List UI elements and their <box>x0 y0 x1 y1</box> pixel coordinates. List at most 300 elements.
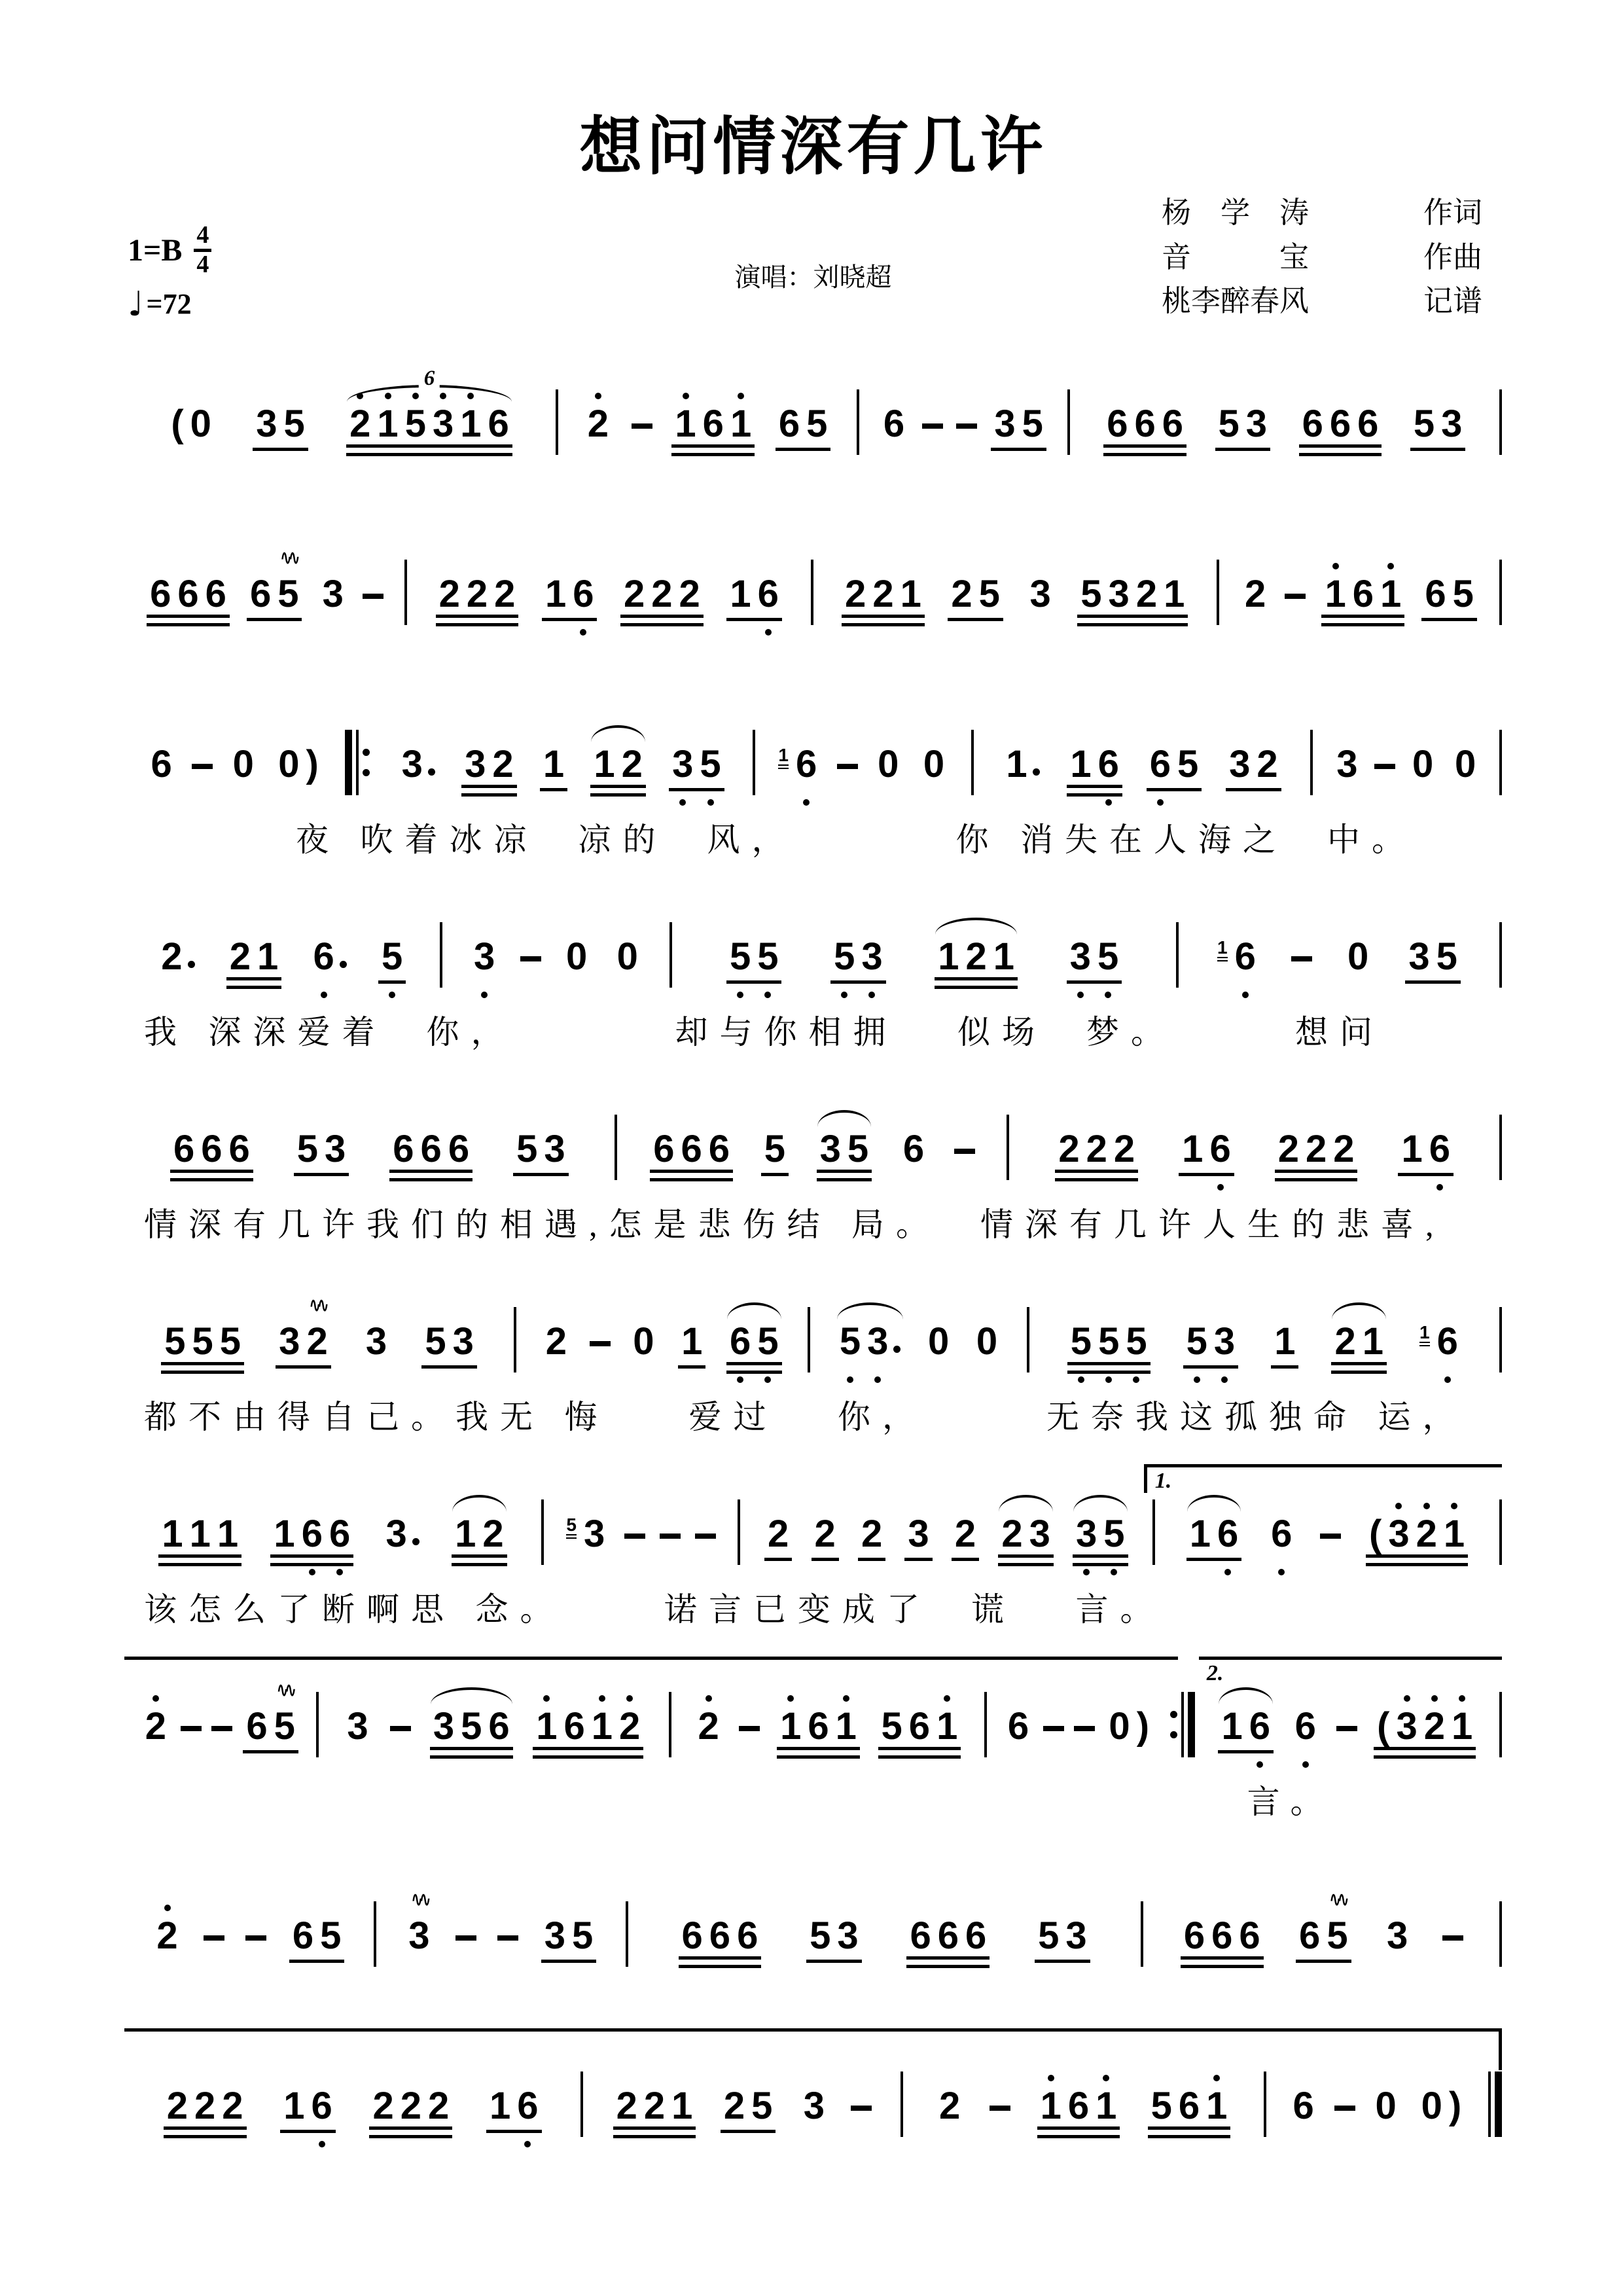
note-digit: 3 <box>1245 403 1268 446</box>
note-digit: 6 <box>778 403 800 446</box>
octave-dot-above <box>1451 1503 1457 1509</box>
measure <box>1009 1130 1499 1170</box>
notation-row <box>124 2039 1502 2150</box>
note-group <box>1320 575 1406 615</box>
note-group <box>1420 575 1478 615</box>
duration-dash <box>181 1726 202 1731</box>
note-digit: 5 <box>378 937 406 977</box>
note-group <box>776 1707 861 1747</box>
note-group <box>512 1130 570 1170</box>
note-digit: 2 <box>492 743 514 786</box>
composer-row <box>1162 236 1482 280</box>
note-group <box>141 1707 171 1747</box>
note-group <box>460 745 518 785</box>
note-group <box>589 745 647 785</box>
note-digit: 0 <box>1375 2085 1397 2128</box>
note-group <box>345 367 514 446</box>
note-digit: 2 <box>768 1513 789 1556</box>
octave-dot-above <box>626 1695 633 1702</box>
octave-dot-below <box>524 2141 531 2147</box>
note-digit: 3 <box>1336 743 1358 786</box>
note-group <box>1036 2087 1122 2126</box>
note-digit: 3 <box>1029 1513 1050 1556</box>
note-digit: 0 <box>976 1320 998 1363</box>
octave-dot-below <box>1221 1376 1228 1383</box>
note-digit: 2 <box>229 935 251 978</box>
note-digit: 0 <box>1109 1705 1130 1748</box>
note-digit: 5 <box>978 573 1000 616</box>
measure <box>1195 1707 1499 1747</box>
barline-stroke <box>1499 1115 1502 1180</box>
octave-dot-below <box>319 2141 325 2147</box>
key-signature <box>128 223 211 278</box>
note-digit: 6 <box>937 1914 959 1958</box>
note-digit: 1 <box>189 1513 211 1556</box>
notation-row <box>124 357 1502 468</box>
barline-stroke <box>1495 2072 1502 2137</box>
octave-dot-above <box>1404 1695 1410 1702</box>
note-digit: 6 <box>1134 403 1156 446</box>
slur-arc <box>1219 1687 1273 1704</box>
barline <box>1499 1307 1502 1372</box>
duration-dash <box>695 1534 716 1539</box>
note-group <box>1182 1322 1240 1362</box>
note-digit: 2 <box>428 2085 450 2128</box>
note-digit: 2 <box>965 935 987 978</box>
note-digit: 2 <box>723 2085 745 2128</box>
note-digit: 2 <box>954 1513 976 1556</box>
system-2 <box>124 527 1502 638</box>
duration-dash <box>1043 1726 1064 1731</box>
note-digit: 1 <box>1203 2087 1230 2126</box>
note-group <box>1003 1707 1033 1747</box>
note-digit: 3 <box>279 1320 300 1363</box>
note-digit: 2 <box>951 573 972 616</box>
note-group <box>950 1515 980 1554</box>
note-group <box>1185 1515 1243 1554</box>
note-digit: 2 <box>222 2085 243 2128</box>
note-digit: 0 <box>633 1320 654 1363</box>
note-digit: 5 <box>1095 1322 1122 1362</box>
note-digit: 3 <box>471 937 498 977</box>
note-digit: 5 <box>516 1128 538 1171</box>
octave-dot-above <box>1048 2075 1054 2081</box>
note-group <box>1404 937 1462 977</box>
note-digit: ( <box>1369 1513 1382 1556</box>
note-group <box>583 404 613 444</box>
measure <box>1029 1322 1499 1362</box>
volta-2-label: 2. <box>1206 1661 1224 1685</box>
note-digit: 5 <box>1436 935 1457 978</box>
note-digit: 5 <box>219 1320 241 1363</box>
note-digit: 6 <box>1434 1322 1461 1362</box>
measure <box>124 1130 615 1170</box>
note-digit: 3 <box>994 403 1016 446</box>
key-label: 1=B <box>128 232 183 268</box>
note-digit: 5 <box>402 404 429 444</box>
measure <box>558 404 857 444</box>
note-group <box>649 1130 734 1170</box>
note-digit: 5 <box>810 1914 831 1958</box>
note-digit: 6 <box>310 937 338 977</box>
repeat-dots <box>1170 1692 1177 1757</box>
note-group <box>1291 1707 1321 1747</box>
note-digit: 1 <box>671 404 699 444</box>
note-digit: 5 <box>1080 573 1102 616</box>
measure <box>974 745 1311 785</box>
mordent-icon: ∿∿ <box>279 546 296 571</box>
note-digit: 1 <box>1070 743 1092 786</box>
octave-dot-below <box>1278 1569 1285 1575</box>
note-digit: 2 <box>679 573 700 616</box>
grace-note: 1 <box>1419 1323 1430 1346</box>
note-digit: 1 <box>374 404 401 444</box>
note-group <box>377 937 407 977</box>
note-digit: 1 <box>162 1513 183 1556</box>
barline <box>1499 560 1502 625</box>
barline-stroke <box>1499 1499 1502 1565</box>
slur-arc <box>591 725 645 742</box>
duration-dash <box>1285 594 1306 599</box>
lyricist-role: 作词 <box>1423 196 1482 229</box>
lyrics-row: 情深有几许我们的相遇,怎是悲伤结 局。 情深有几许人生的悲喜, <box>144 1206 1446 1243</box>
note-digit: 6 <box>177 573 199 616</box>
slur-arc <box>431 1687 512 1704</box>
note-digit: 1 <box>1092 2087 1120 2126</box>
measure <box>124 1515 541 1554</box>
duration-dash <box>363 594 383 599</box>
octave-dot-below <box>764 992 771 998</box>
note-digit: 1 <box>1182 1128 1204 1171</box>
octave-dot-below <box>1083 1569 1090 1575</box>
note-digit: 2 <box>1113 1128 1135 1171</box>
note-digit: 2 <box>1333 1128 1355 1171</box>
note-digit: 1 <box>217 1513 239 1556</box>
note-digit: 6 <box>1147 745 1174 785</box>
note-group <box>1033 1916 1092 1956</box>
note-digit: 0 <box>1412 743 1434 786</box>
note-group <box>420 1322 478 1362</box>
notation-row <box>124 1659 1502 1770</box>
octave-dot-above <box>599 1695 605 1702</box>
note-group <box>1147 2087 1232 2126</box>
note-digit: 2 <box>939 2085 961 2128</box>
transcriber-row <box>1162 279 1482 324</box>
note-digit: 2 <box>1305 1128 1327 1171</box>
octave-dot-below <box>803 799 810 806</box>
note-digit: 1 <box>730 573 751 616</box>
note-group <box>309 937 351 977</box>
measure <box>903 2087 1264 2126</box>
barline-stroke <box>345 730 352 795</box>
octave-dot-above <box>440 393 446 399</box>
note-group <box>166 404 216 444</box>
note-digit: 6 <box>883 403 905 446</box>
note-digit: 2 <box>1058 1128 1080 1171</box>
note-group <box>719 2087 777 2126</box>
grace-note: 5 <box>566 1516 577 1539</box>
note-digit: 3 <box>433 1705 455 1748</box>
repeat-dot <box>363 749 370 756</box>
note-digit: 5 <box>751 2085 773 2128</box>
note-digit: 3 <box>1029 573 1051 616</box>
note-digit: ( <box>171 403 184 446</box>
note-digit: 3 <box>1108 573 1130 616</box>
duration-dash <box>192 764 213 769</box>
note-digit: 5 <box>754 1322 781 1362</box>
duration-dash <box>956 423 977 429</box>
lyricist-row <box>1162 191 1482 236</box>
note-digit: 6 <box>965 1914 987 1958</box>
note-group <box>1409 404 1467 444</box>
augmentation-dot <box>188 961 195 968</box>
note-digit: 6 <box>709 1914 731 1958</box>
octave-dot-above <box>944 1695 950 1702</box>
notation-row <box>124 1467 1502 1578</box>
octave-dot-below <box>1078 1376 1084 1383</box>
note-group <box>1025 575 1055 615</box>
note-digit: 6 <box>488 1705 510 1748</box>
barline-stroke <box>1499 730 1502 795</box>
note-group <box>1408 745 1438 785</box>
note-digit: 2 <box>153 1916 181 1956</box>
note-digit: 1 <box>1321 575 1349 615</box>
system-1 <box>124 357 1502 468</box>
measure <box>319 1707 669 1747</box>
note-group <box>1065 937 1124 977</box>
note-group <box>1224 745 1283 785</box>
note-group <box>933 937 1019 977</box>
measure <box>124 367 556 446</box>
note-digit: 2 <box>346 404 374 444</box>
note-digit: 3 <box>256 403 277 446</box>
note-digit: 6 <box>681 1128 702 1171</box>
note-group <box>1217 1707 1275 1747</box>
mordent-icon: ∿∿ <box>1329 1888 1346 1913</box>
note-digit: 0 <box>190 403 211 446</box>
note-digit: 0 <box>1454 743 1476 786</box>
note-group <box>382 1515 424 1554</box>
octave-dot-below <box>847 1376 853 1383</box>
note-digit: 6 <box>1067 2085 1090 2128</box>
note-digit: 6 <box>755 575 782 615</box>
note-group <box>1274 1130 1359 1170</box>
octave-dot-above <box>738 393 744 399</box>
octave-dot-below <box>1105 992 1111 998</box>
octave-dot-above <box>683 393 689 399</box>
note-digit: 0 <box>878 743 899 786</box>
note-digit: 5 <box>881 1705 902 1748</box>
note-digit: 3 <box>544 1914 566 1958</box>
note-digit: 6 <box>1183 1914 1205 1958</box>
duration-dash <box>390 1726 411 1731</box>
note-digit: 6 <box>246 1705 268 1748</box>
note-group <box>269 1515 355 1554</box>
note-group <box>1288 2087 1318 2126</box>
note-digit: 5 <box>1177 743 1199 786</box>
note-group <box>919 745 949 785</box>
note-group <box>241 1678 300 1748</box>
octave-dot-below <box>764 1376 771 1383</box>
note-digit: 3 <box>365 1320 387 1363</box>
note-digit: 5 <box>296 1128 319 1171</box>
duration-dash <box>624 1534 645 1539</box>
note-group <box>857 1515 887 1554</box>
note-digit: 1 <box>993 935 1015 978</box>
note-group <box>829 937 887 977</box>
barline-stroke <box>1488 2072 1491 2137</box>
note-group <box>725 575 783 615</box>
note-digit: 2 <box>814 1513 836 1556</box>
note-digit: 6 <box>1007 1705 1029 1748</box>
note-group <box>1066 1322 1152 1362</box>
note-group <box>810 1515 840 1554</box>
note-digit: 6 <box>150 573 171 616</box>
duration-dash <box>590 1341 611 1346</box>
note-digit: 1 <box>544 573 567 616</box>
repeat-dot <box>363 769 370 776</box>
augmentation-dot <box>412 1538 419 1545</box>
measure <box>671 1707 984 1747</box>
barline-stroke <box>1499 922 1502 988</box>
note-group <box>388 1130 474 1170</box>
note-group <box>763 1515 793 1554</box>
note-digit: 1 <box>283 2085 305 2128</box>
note-digit: 1 <box>1401 1128 1423 1171</box>
octave-dot-below <box>481 992 488 998</box>
note-digit: 3 ∿∿ <box>408 1888 430 1958</box>
note-digit: 5 ∿∿ <box>277 546 299 616</box>
note-digit: 6 <box>726 1322 754 1362</box>
note-digit: 5 <box>1038 1914 1060 1958</box>
note-group <box>725 1322 783 1362</box>
measure <box>617 1130 1007 1170</box>
tempo-value: =72 <box>146 288 192 321</box>
octave-dot-above <box>1387 563 1394 569</box>
note-digit: 3 <box>864 1322 891 1362</box>
note-digit: 6 <box>249 573 272 616</box>
note-digit: 5 <box>754 937 781 977</box>
augmentation-dot <box>340 961 347 968</box>
note-group <box>157 1515 243 1554</box>
measure <box>124 745 345 785</box>
augmentation-dot <box>893 1346 901 1353</box>
octave-dot-above <box>1431 1695 1438 1702</box>
note-digit: 6 <box>420 1128 442 1171</box>
note-digit: 6 <box>1352 573 1374 616</box>
duration-dash <box>922 423 943 429</box>
note-digit: 0 <box>278 743 300 786</box>
octave-dot-below <box>737 992 743 998</box>
note-digit: 6 <box>1302 403 1323 446</box>
note-group <box>1364 1515 1469 1554</box>
note-group <box>228 745 259 785</box>
note-digit: 3 <box>1067 937 1094 977</box>
octave-dot-below <box>1111 1569 1117 1575</box>
octave-dot-below <box>1157 799 1164 806</box>
note-group <box>1372 1707 1477 1747</box>
measure <box>376 1888 626 1958</box>
barline-stroke <box>356 730 359 795</box>
note-digit: 0 <box>927 1320 950 1363</box>
octave-dot-below <box>874 1376 881 1383</box>
measure <box>813 575 1217 615</box>
barline <box>1499 1115 1502 1180</box>
note-digit: 3 <box>322 573 344 616</box>
octave-dot-above <box>357 393 363 399</box>
note-group <box>152 1916 182 1956</box>
slur-arc <box>837 1302 904 1319</box>
octave-dot-below <box>1077 992 1084 998</box>
duration-dash <box>1334 2106 1355 2111</box>
note-group <box>677 1916 763 1956</box>
note-group <box>539 745 569 785</box>
measure <box>124 1293 514 1363</box>
note-digit: 6 <box>228 1128 250 1171</box>
note-digit: 6 <box>908 1705 931 1748</box>
note-digit: 6 <box>201 1128 223 1171</box>
note-group <box>156 937 199 977</box>
note-digit: 6 <box>737 1914 758 1958</box>
note-group <box>903 1515 933 1554</box>
note-digit: ) <box>1136 1705 1150 1748</box>
note-group <box>145 575 231 615</box>
note-digit: 3 <box>1385 1515 1412 1554</box>
note-group <box>677 1322 707 1362</box>
note-digit: 2 <box>466 573 488 616</box>
note-digit: 2 <box>482 1513 504 1556</box>
mordent-icon: ∿∿ <box>276 1678 293 1704</box>
note-digit: 6 <box>1178 2085 1200 2128</box>
time-signature <box>194 223 211 278</box>
note-group <box>1001 745 1044 785</box>
slur-arc <box>452 1495 507 1512</box>
slur-arc <box>727 1302 781 1319</box>
barline-stroke <box>1188 1692 1195 1757</box>
note-digit: 5 <box>806 403 828 446</box>
note-digit: 0 <box>1421 2085 1442 2128</box>
note-digit: 2 <box>1135 573 1158 616</box>
slur-arc <box>817 1110 872 1127</box>
note-digit: 6 <box>681 1914 703 1958</box>
note-digit: 6 <box>173 1128 195 1171</box>
note-digit: 5 <box>1122 1322 1150 1362</box>
note-digit: 5 <box>726 937 754 977</box>
octave-dot-below <box>1194 1376 1200 1383</box>
transcriber-role: 记谱 <box>1423 285 1482 317</box>
measure <box>740 1515 1152 1554</box>
note-digit: 2 <box>861 1513 883 1556</box>
note-group <box>1102 404 1188 444</box>
note-group <box>435 575 520 615</box>
note-group <box>628 1322 658 1362</box>
note-group <box>1343 937 1373 977</box>
system-9 <box>124 1869 1502 1980</box>
note-group <box>1145 745 1204 785</box>
note-digit: 2 <box>1413 1515 1440 1554</box>
note-group <box>1298 404 1383 444</box>
note-digit: 5 <box>283 403 305 446</box>
note-digit: 3 <box>325 1128 346 1171</box>
note-digit: ( <box>1377 1705 1390 1748</box>
duration-dash <box>954 1149 975 1154</box>
note-group <box>1397 1130 1455 1170</box>
system-8 <box>124 1659 1502 1820</box>
measure <box>124 1916 374 1956</box>
duration-dash <box>497 1935 518 1941</box>
measure <box>370 745 753 785</box>
notation-row <box>124 1869 1502 1980</box>
